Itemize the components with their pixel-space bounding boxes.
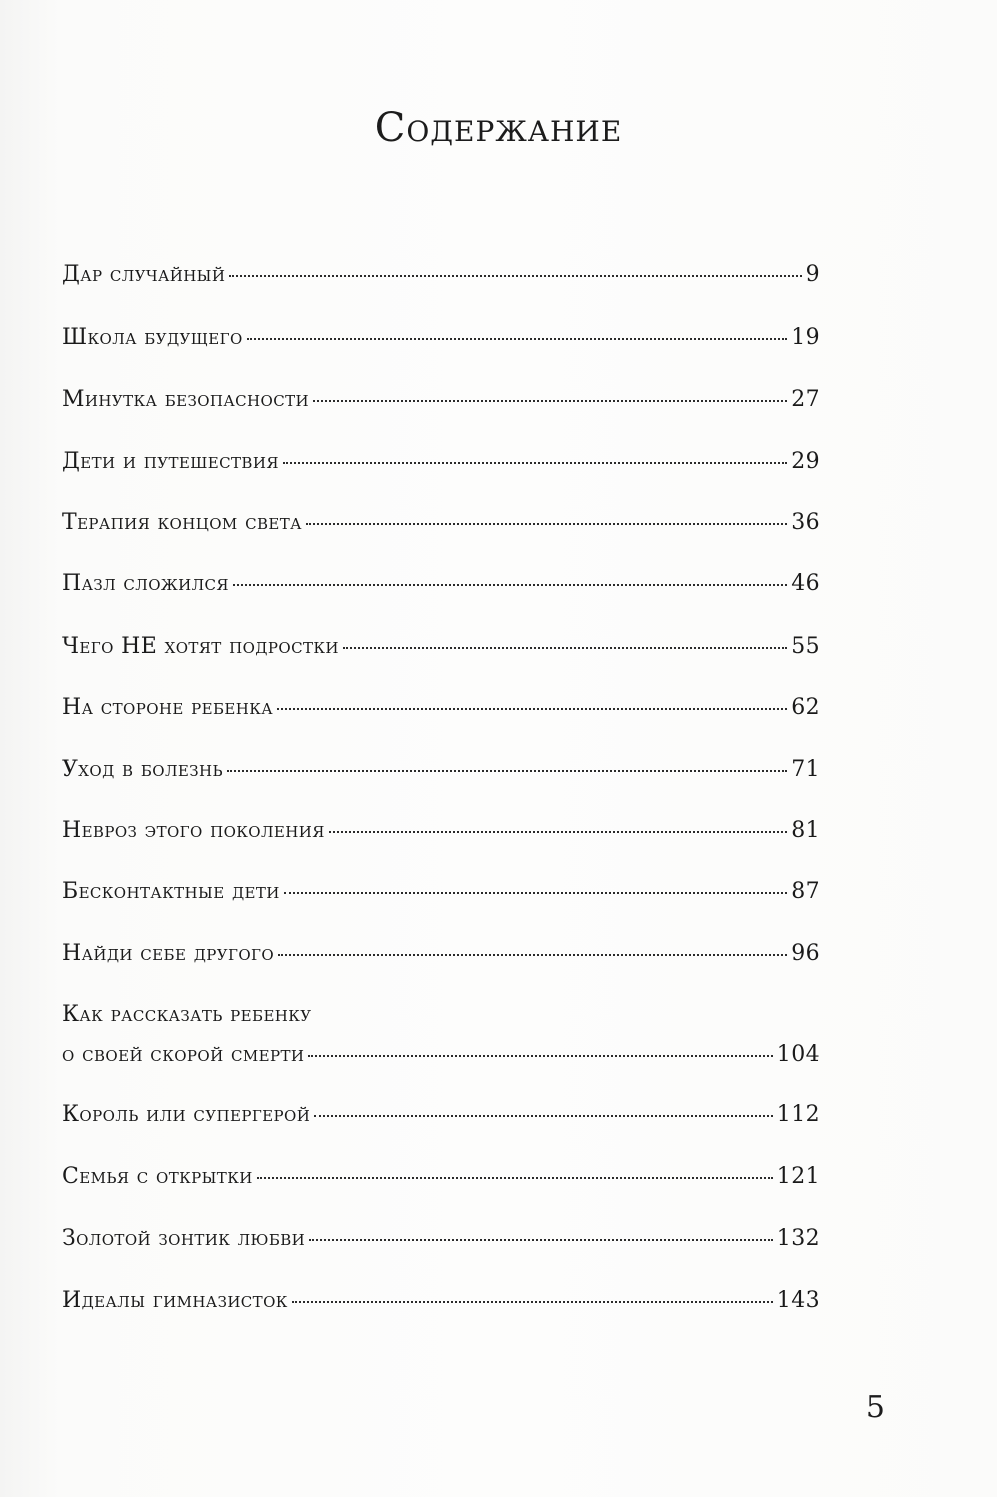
toc-entry-title: Золотой зонтик любви [62,1226,306,1251]
toc-entry-title: Пазл сложился [62,571,229,596]
toc-leader-dots [233,584,787,586]
toc-entry-page: 143 [776,1288,820,1313]
toc-entry-page: 87 [791,879,820,904]
page-title: Содержание [374,105,623,151]
toc-entry [62,1102,820,1127]
toc-entry-page: 96 [791,941,820,966]
toc-entry-page: 9 [805,262,820,287]
toc-leader-dots [247,338,788,340]
toc-entry [62,1042,820,1067]
toc-entry [62,571,820,596]
toc-entry-title: Семья с открытки [62,1164,253,1189]
toc-entry-page: 19 [791,325,820,350]
toc-entry-page: 121 [776,1164,820,1189]
toc-entry [62,695,820,720]
toc-leader-dots [283,462,787,464]
toc-entry-title: Минутка безопасности [62,387,309,412]
toc-leader-dots [278,954,787,956]
toc-entry [62,879,820,904]
toc-leader-dots [229,275,801,277]
toc-entry-title: Невроз этого поколения [62,818,325,843]
toc-entry-title: Найди себе другого [62,941,275,966]
toc-entry [62,262,820,287]
toc-entry-title: Школа будущего [62,325,243,350]
toc-leader-dots [329,831,787,833]
toc-entry [62,449,820,474]
toc-entry [62,1288,820,1313]
toc-leader-dots [292,1301,773,1303]
toc-entry [62,510,820,535]
toc-entry [62,1164,820,1189]
toc-entry-page: 132 [776,1226,820,1251]
toc-entry-title-line1: Как рассказать ребенку [62,1002,312,1027]
toc-entry [62,818,820,843]
toc-entry [62,387,820,412]
toc-leader-dots [257,1177,773,1179]
toc-leader-dots [343,647,787,649]
toc-entry-title: Уход в болезнь [62,757,223,782]
toc-leader-dots [227,770,787,772]
toc-entry-page: 81 [791,818,820,843]
toc-leader-dots [314,1115,773,1117]
toc-entry-page: 36 [791,510,820,535]
toc-entry-title: о своей скорой смерти [62,1042,305,1067]
toc-entry-title: Чего НЕ хотят подростки [62,634,339,659]
toc-leader-dots [313,400,787,402]
toc-entry-page: 27 [791,387,820,412]
toc-entry-title: Король или супергерой [62,1102,311,1127]
toc-leader-dots [308,1055,772,1057]
toc-entry-page: 46 [791,571,820,596]
toc-entry-title: Дети и путешествия [62,449,279,474]
toc-entry-page: 71 [791,757,820,782]
toc-entry-title: Дар случайный [62,262,226,287]
toc-entry-title: Терапия концом света [62,510,302,535]
toc-leader-dots [309,1239,773,1241]
page-number: 5 [865,1390,885,1425]
toc-entry-page: 62 [791,695,820,720]
toc-leader-dots [277,708,787,710]
toc-entry [62,1226,820,1251]
toc-entry-page: 29 [791,449,820,474]
toc-entry-page: 104 [776,1042,820,1067]
toc-leader-dots [284,892,787,894]
toc-entry-title: Бесконтактные дети [62,879,280,904]
toc-entry [62,325,820,350]
toc-entry-page: 55 [791,634,820,659]
toc-entry [62,941,820,966]
toc-entry [62,634,820,659]
toc-entry [62,757,820,782]
toc-leader-dots [306,523,787,525]
toc-entry-title: На стороне ребенка [62,695,273,720]
toc-entry-page: 112 [776,1102,820,1127]
toc-entry-title: Идеалы гимназисток [62,1288,288,1313]
